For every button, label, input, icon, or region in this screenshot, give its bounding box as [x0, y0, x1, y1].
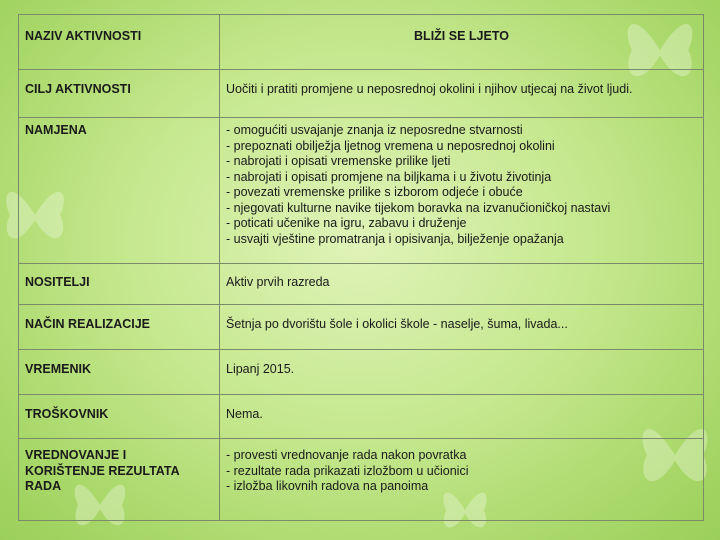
row-value: Šetnja po dvorištu šole i okolici škole - naselje, šuma, livada...	[220, 305, 704, 350]
row-label: NAZIV AKTIVNOSTI	[19, 15, 220, 70]
activity-table	[18, 14, 704, 521]
table-row	[19, 118, 704, 264]
list-item: - nabrojati i opisati promjene na biljkama i u životu životinja	[226, 169, 552, 184]
list-item: - provesti vrednovanje rada nakon povratka	[226, 448, 467, 462]
list-item: - njegovati kulturne navike tijekom boravka na izvanučioničkoj nastavi	[226, 200, 611, 215]
table-row	[19, 15, 704, 70]
list-item: - omogućiti usvajanje znanja iz neposredne stvarnosti	[226, 123, 523, 137]
row-label: TROŠKOVNIK	[19, 395, 220, 439]
list-item: - izložba likovnih radova na panoima	[226, 479, 429, 493]
table-row	[19, 395, 704, 439]
label-line: KORIŠTENJE REZULTATA	[25, 463, 180, 478]
label-line: VREDNOVANJE I	[25, 448, 127, 462]
table-row	[19, 70, 704, 118]
row-label	[19, 439, 220, 521]
list-item: - prepoznati obilježja ljetnog vremena u neposrednoj okolini	[226, 138, 555, 153]
row-label: NAMJENA	[19, 118, 220, 264]
row-label: NOSITELJI	[19, 264, 220, 305]
list-item: - nabrojati i opisati vremenske prilike ljeti	[226, 154, 451, 168]
row-label: CILJ AKTIVNOSTI	[19, 70, 220, 118]
row-value: Nema.	[220, 395, 704, 439]
row-value: Lipanj 2015.	[220, 350, 704, 395]
row-value: Uočiti i pratiti promjene u neposrednoj okolini i njihov utjecaj na život ljudi.	[220, 70, 704, 118]
row-value: Aktiv prvih razreda	[220, 264, 704, 305]
row-label: VREMENIK	[19, 350, 220, 395]
list-item: - rezultate rada prikazati izložbom u učionici	[226, 463, 469, 478]
activity-title: BLIŽI SE LJETO	[220, 15, 704, 70]
list-item: - poticati učenike na igru, zabavu i druženje	[226, 216, 467, 230]
label-line: RADA	[25, 479, 62, 493]
row-value-list	[220, 439, 704, 521]
list-item: - usvajti vještine promatranja i opisivanja, bilježenje opažanja	[226, 231, 564, 246]
row-value-list	[220, 118, 704, 264]
table-row	[19, 350, 704, 395]
table-row	[19, 264, 704, 305]
list-item: - povezati vremenske prilike s izborom odjeće i obuće	[226, 185, 523, 199]
table-row	[19, 439, 704, 521]
row-label: NAČIN REALIZACIJE	[19, 305, 220, 350]
table-row	[19, 305, 704, 350]
